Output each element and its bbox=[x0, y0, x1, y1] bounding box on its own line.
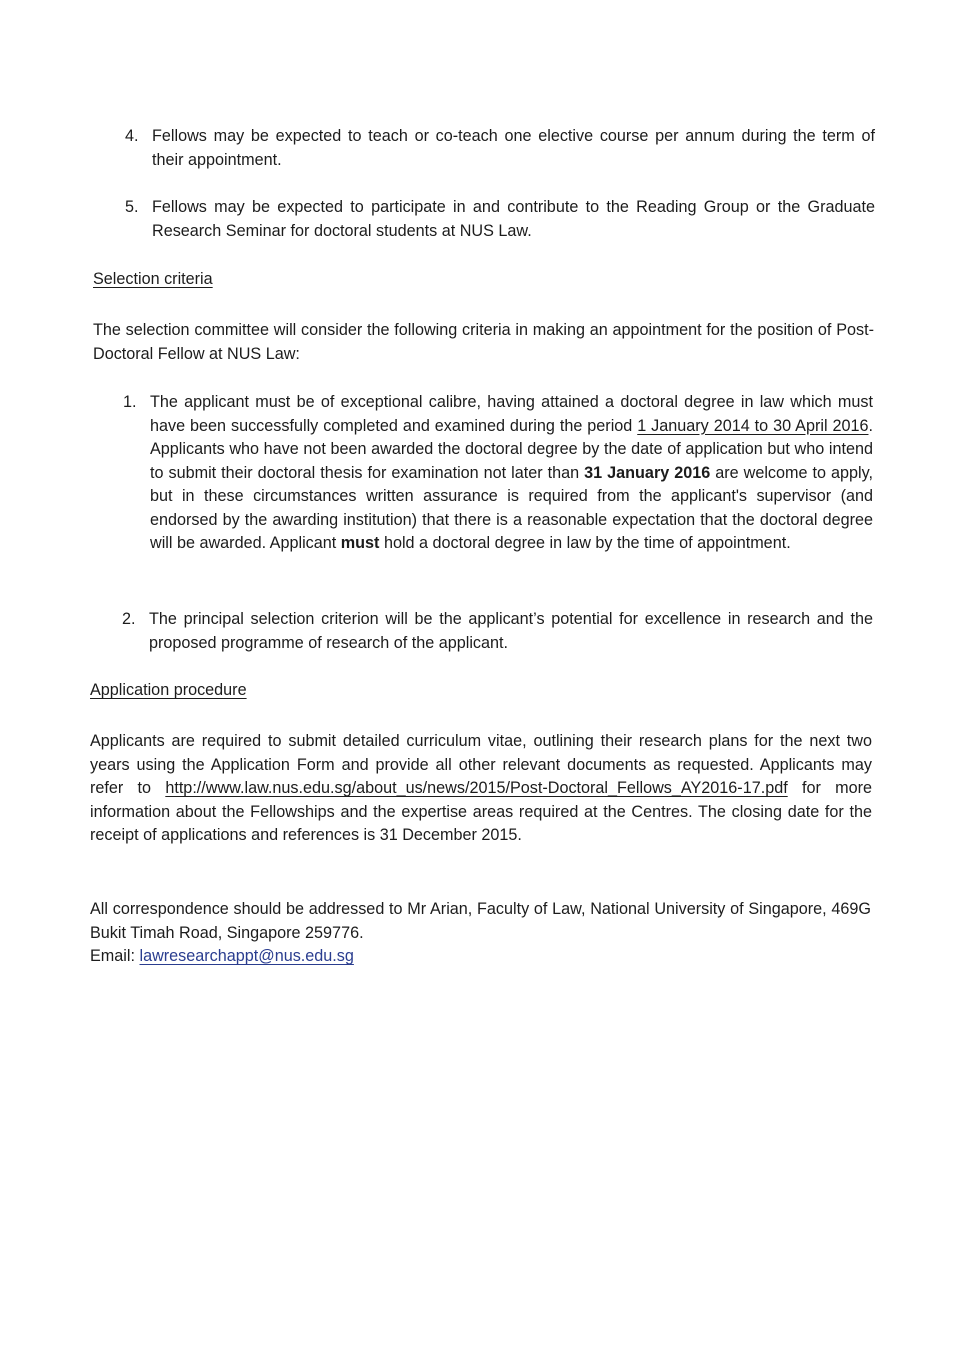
application-text-part1: Applicants are required to submit detailed curriculum vitae, outlining their research plans for the next two years using the Application Form and provide all other relevant documents as requested. Applicants may refer to bbox=[90, 732, 872, 797]
application-text-part2: for more information about the Fellowships and the expertise areas required at the Centres. The closing date for the receipt of applications and references is 31 December 2015. bbox=[90, 779, 872, 844]
criterion-item-2 bbox=[122, 608, 873, 655]
criterion-item-1 bbox=[123, 391, 873, 556]
selection-criteria-heading: Selection criteria bbox=[93, 270, 213, 288]
email-label: Email: bbox=[90, 947, 140, 965]
criterion-text: The principal selection criterion will be the applicant’s potential for excellence in research and the proposed programme of research of the applicant. bbox=[149, 610, 873, 652]
criterion-text-part1: The applicant must be of exceptional calibre, having attained a doctoral degree in law which must have been successfully completed and examined during the period bbox=[150, 393, 873, 435]
correspondence-paragraph bbox=[90, 898, 871, 969]
duty-item-text: Fellows may be expected to participate in and contribute to the Reading Group or the Graduate Research Seminar for doctoral students at NUS Law. bbox=[152, 198, 875, 240]
criterion-text-part2: . Applicants who have not been awarded the doctoral degree by the date of application but who intend to submit their doctoral thesis for examination not later than bbox=[150, 416, 873, 482]
criterion-text-part3: are welcome to apply, but in these circumstances written assurance is required from the applicant's supervisor (and endorsed by the awarding institution) that there is a reasonable expectation that the doctoral degree will be awarded. Applicant bbox=[150, 463, 873, 552]
eligibility-period: 1 January 2014 to 30 April 2016 bbox=[637, 416, 869, 435]
must-emphasis: must bbox=[340, 534, 380, 552]
selection-intro-paragraph: The selection committee will consider the following criteria in making an appointment for the position of Post-Doctoral Fellow at NUS Law: bbox=[93, 321, 874, 363]
duty-item-5 bbox=[125, 196, 875, 243]
criterion-text-part4: hold a doctoral degree in law by the time of appointment. bbox=[379, 534, 791, 552]
contact-email-link[interactable]: lawresearchappt@nus.edu.sg bbox=[139, 947, 354, 965]
fellowship-info-link[interactable]: http://www.law.nus.edu.sg/about_us/news/2015/Post-Doctoral_Fellows_AY2016-17.pdf bbox=[165, 779, 788, 797]
application-procedure-heading: Application procedure bbox=[90, 681, 247, 699]
duty-item-text: Fellows may be expected to teach or co-teach one elective course per annum during the term of their appointment. bbox=[152, 127, 875, 169]
application-paragraph bbox=[90, 730, 872, 848]
duty-item-number: 5. bbox=[125, 198, 139, 216]
duty-item-4 bbox=[125, 125, 875, 172]
criterion-item-number: 1. bbox=[123, 393, 137, 411]
duty-item-number: 4. bbox=[125, 127, 139, 145]
criterion-item-number: 2. bbox=[122, 610, 136, 628]
correspondence-text: All correspondence should be addressed to Mr Arian, Faculty of Law, National University of Singapore, 469G Bukit Timah Road, Singapore 259776. bbox=[90, 900, 871, 942]
thesis-deadline: 31 January 2016 bbox=[584, 463, 711, 482]
